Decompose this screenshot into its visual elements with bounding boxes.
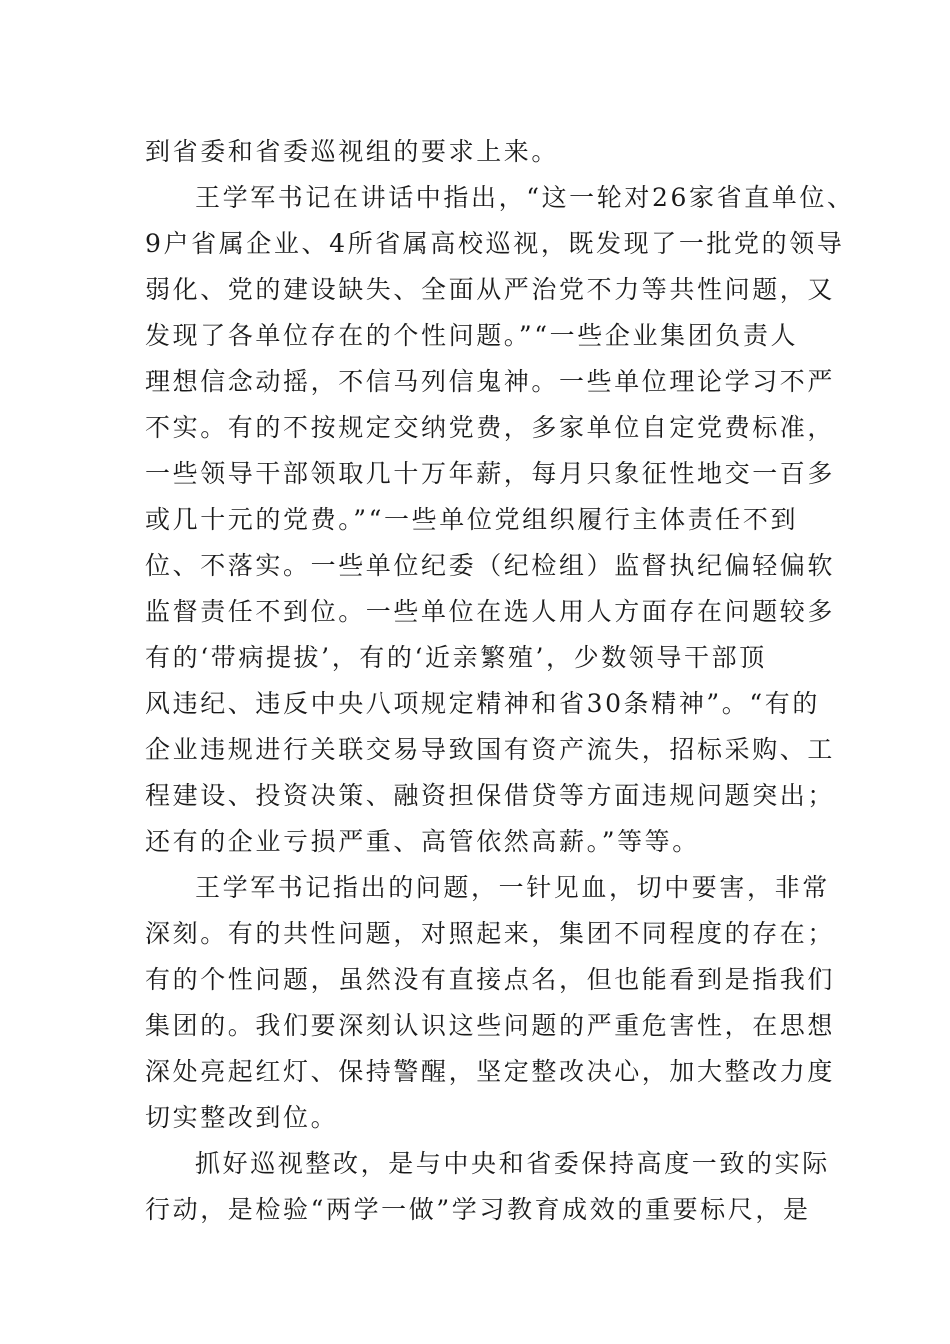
text-line: 一些领导干部领取几十万年薪，每月只象征性地交一百多 xyxy=(145,459,836,488)
text-line: 理想信念动摇，不信马列信鬼神。一些单位理论学习不严 xyxy=(145,367,836,396)
text-line: 深处亮起红灯、保持警醒，坚定整改决心，加大整改力度 xyxy=(145,1057,836,1086)
text-line: 有的个性问题，虽然没有直接点名，但也能看到是指我们 xyxy=(145,965,836,994)
text-line: 有的‘带病提拔’，有的‘近亲繁殖’，少数领导干部顶 xyxy=(145,643,767,672)
text-line: 风违纪、违反中央八项规定精神和省30条精神”。“有的 xyxy=(145,689,820,718)
text-line: 还有的企业亏损严重、高管依然高薪。”等等。 xyxy=(145,827,700,856)
text-line: 或几十元的党费。”“一些单位党组织履行主体责任不到 xyxy=(145,505,799,534)
text-line: 行动，是检验“两学一做”学习教育成效的重要标尺，是 xyxy=(145,1195,811,1224)
text-line: 不实。有的不按规定交纳党费，多家单位自定党费标准， xyxy=(145,413,836,442)
paragraph-first-line: 王学军书记在讲话中指出，“这一轮对26家省直单位、 xyxy=(195,183,855,212)
text-line: 深刻。有的共性问题，对照起来，集团不同程度的存在； xyxy=(145,919,836,948)
text-line: 企业违规进行关联交易导致国有资产流失，招标采购、工 xyxy=(145,735,836,764)
text-line: 监督责任不到位。一些单位在选人用人方面存在问题较多 xyxy=(145,597,836,626)
text-line: 发现了各单位存在的个性问题。”“一些企业集团负责人 xyxy=(145,321,799,350)
paragraph-first-line: 抓好巡视整改，是与中央和省委保持高度一致的实际 xyxy=(195,1149,830,1178)
text-line: 9户省属企业、4所省属高校巡视，既发现了一批党的领导 xyxy=(145,229,845,258)
text-line: 程建设、投资决策、融资担保借贷等方面违规问题突出； xyxy=(145,781,836,810)
text-line: 弱化、党的建设缺失、全面从严治党不力等共性问题，又 xyxy=(145,275,836,304)
paragraph-first-line: 王学军书记指出的问题，一针见血，切中要害，非常 xyxy=(195,873,830,902)
text-line: 到省委和省委巡视组的要求上来。 xyxy=(145,137,560,166)
text-line: 集团的。我们要深刻认识这些问题的严重危害性，在思想 xyxy=(145,1011,836,1040)
text-line: 位、不落实。一些单位纪委（纪检组）监督执纪偏轻偏软 xyxy=(145,551,836,580)
text-line: 切实整改到位。 xyxy=(145,1103,339,1132)
